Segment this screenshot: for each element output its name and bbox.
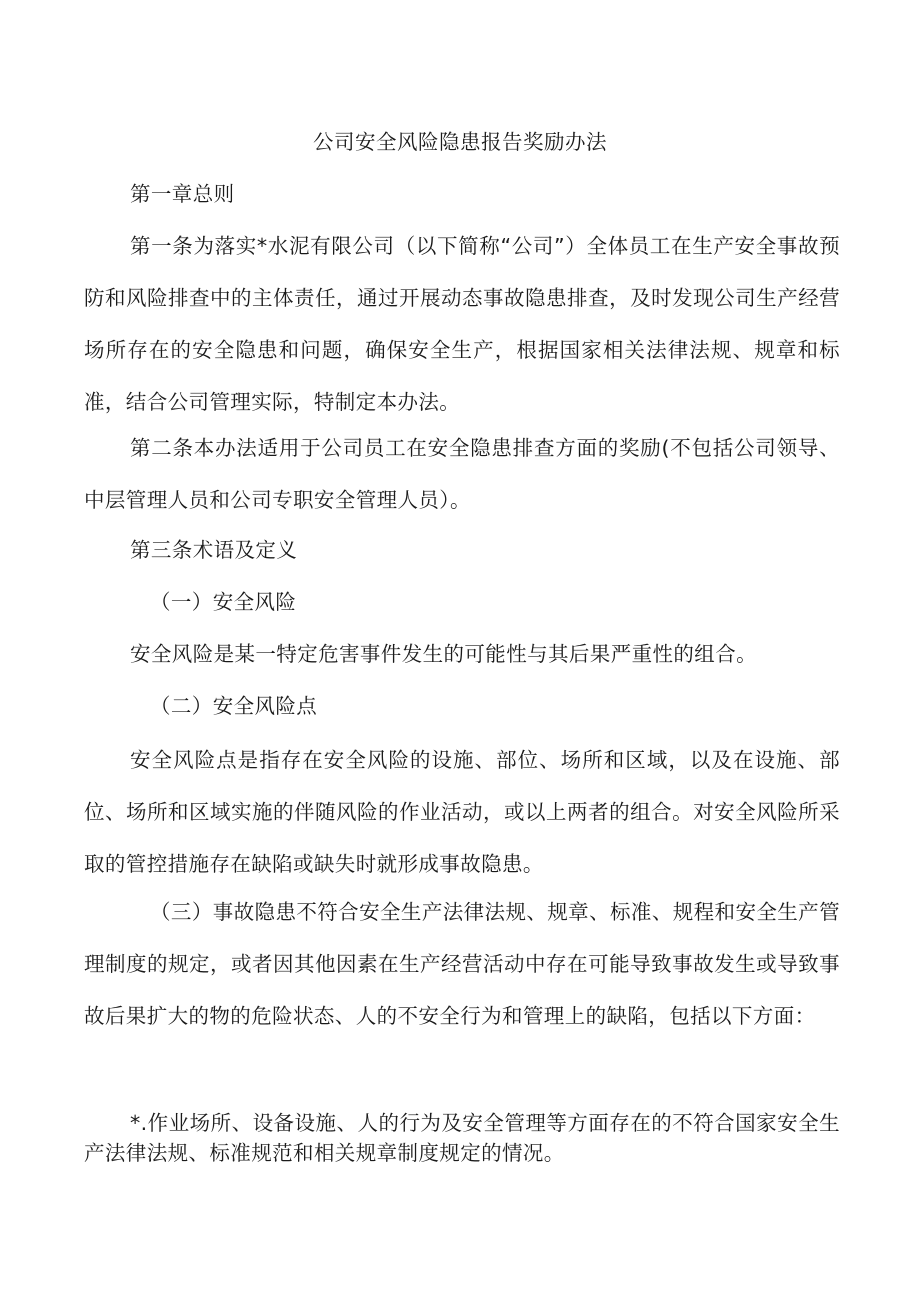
document-title: 公司安全风险隐患报告奖励办法 bbox=[313, 130, 607, 154]
subheading-safety-risk-point: （二）安全风险点 bbox=[150, 694, 318, 718]
paragraph-article-2: 第二条本办法适用于公司员工在安全隐患排查方面的奖励(不包括公司领导、中层管理人员和公司专职安全管理人员）。 bbox=[84, 436, 840, 512]
paragraph-accident-hazard-definition: （三）事故隐患不符合安全生产法律法规、规章、标准、规程和安全生产管理制度的规定，或者因其他因素在生产经营活动中存在可能导致事故发生或导致事故后果扩大的物的危险状态、人的不安全行为和管理上的缺陷，包括以下方面： bbox=[84, 900, 840, 1028]
paragraph-safety-risk-point-definition: 安全风险点是指存在安全风险的设施、部位、场所和区域，以及在设施、部位、场所和区域实施的伴随风险的作业活动，或以上两者的组合。对安全风险所采取的管控措施存在缺陷或缺失时就形成事故隐患。 bbox=[84, 748, 840, 876]
paragraph-hazard-item-1: *.作业场所、设备设施、人的行为及安全管理等方面存在的不符合国家安全生产法律法规、标准规范和相关规章制度规定的情况。 bbox=[84, 1111, 840, 1165]
subheading-safety-risk: （一）安全风险 bbox=[150, 590, 297, 614]
paragraph-article-3-heading: 第三条术语及定义 bbox=[130, 538, 298, 562]
chapter-heading: 第一章总则 bbox=[130, 182, 235, 206]
paragraph-safety-risk-definition: 安全风险是某一特定危害事件发生的可能性与其后果严重性的组合。 bbox=[130, 642, 757, 666]
paragraph-article-1: 第一条为落实*水泥有限公司（以下简称“公司”）全体员工在生产安全事故预防和风险排查中的主体责任，通过开展动态事故隐患排查，及时发现公司生产经营场所存在的安全隐患和问题，确保安全生产，根据国家相关法律法规、规章和标准，结合公司管理实际，特制定本办法。 bbox=[84, 234, 840, 414]
